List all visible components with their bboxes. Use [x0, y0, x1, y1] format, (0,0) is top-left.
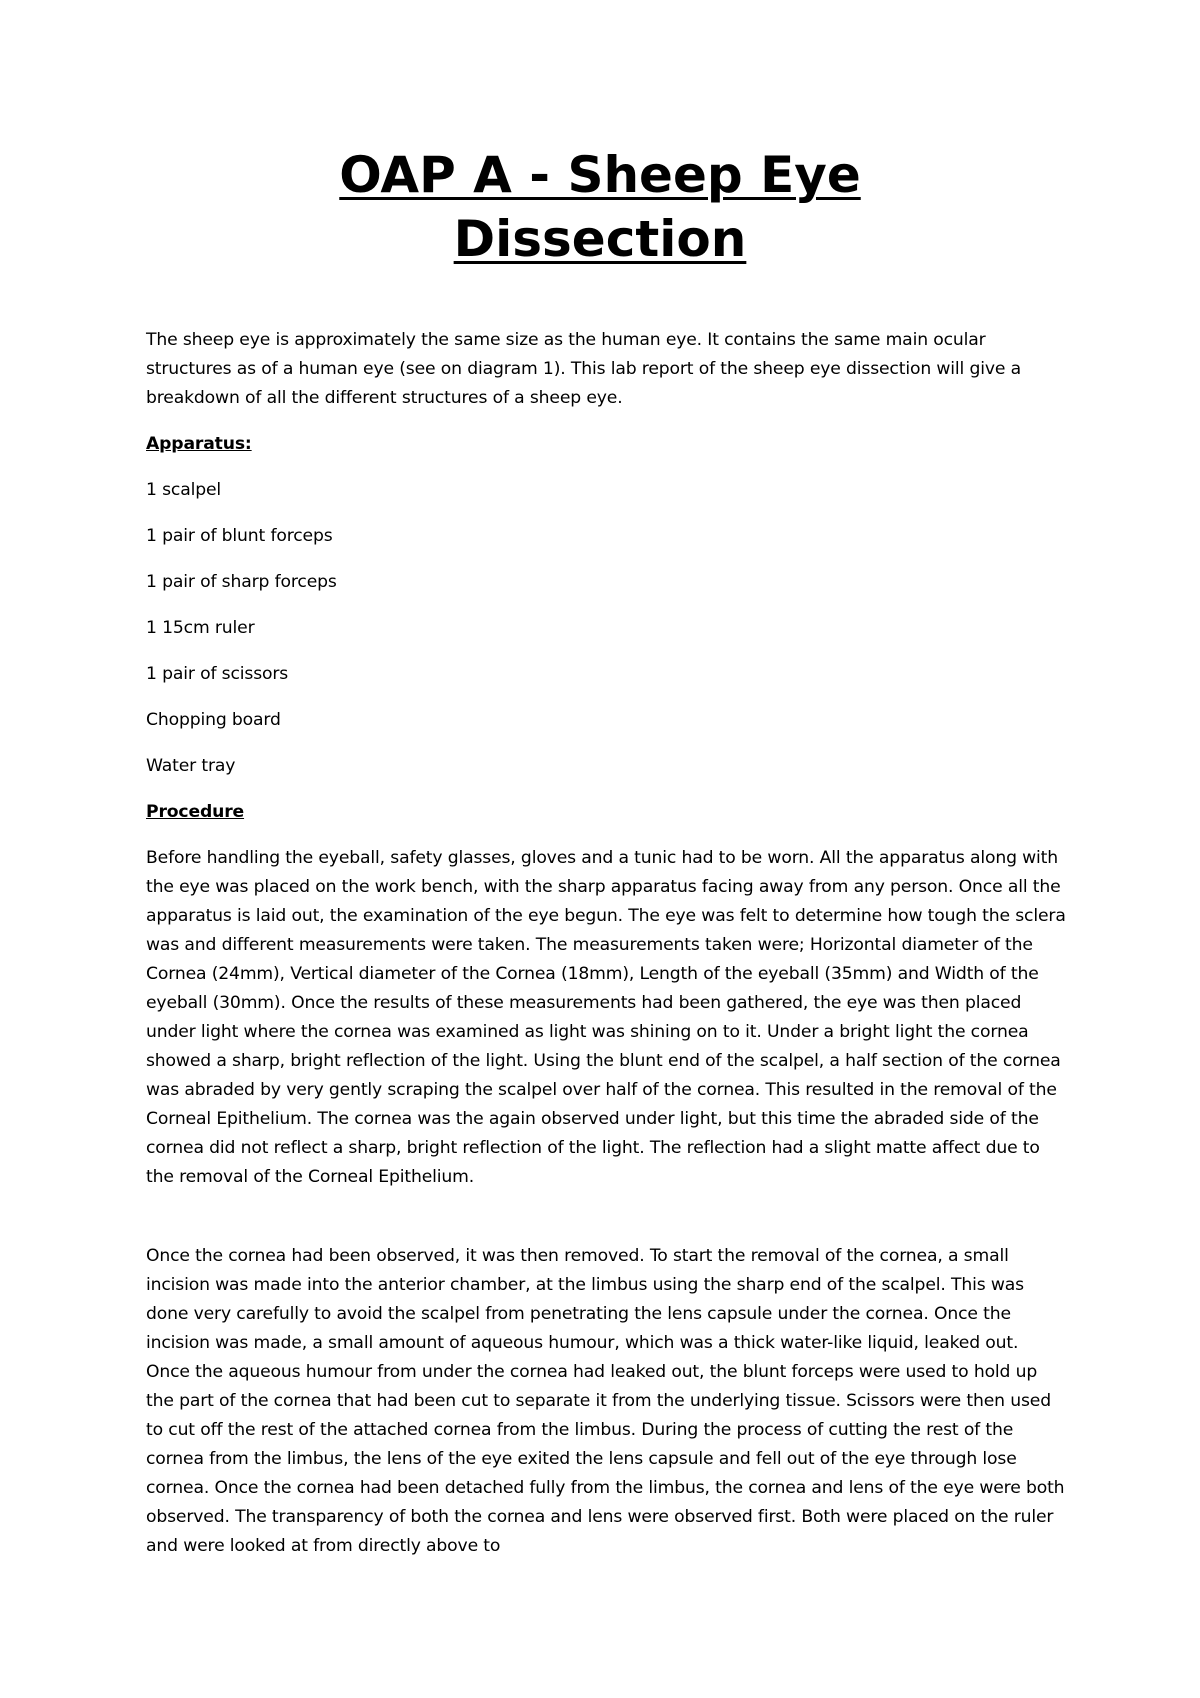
apparatus-item: 1 pair of scissors	[146, 664, 289, 684]
procedure-heading: Procedure	[146, 802, 245, 822]
apparatus-item: 1 scalpel	[146, 480, 222, 500]
procedure-paragraph-1: Before handling the eyeball, safety glasses, gloves and a tunic had to be worn. All the apparatus along with the eye was placed on the work bench, with the sharp apparatus facing away from any person. Once all the apparatus is laid out, the examination of the eye begun. The eye was felt to determine how tough the sclera was and different measurements were taken. The measurements taken were; Horizontal diameter of the Cornea (24mm), Vertical diameter of the Cornea (18mm), Length of the eyeball (35mm) and Width of the eyeball (30mm). Once the results of these measurements had been gathered, the eye was then placed under light where the cornea was examined as light was shining on to it. Under a bright light the cornea showed a sharp, bright reflection of the light. Using the blunt end of the scalpel, a half section of the cornea was abraded by very gently scraping the scalpel over half of the cornea. This resulted in the removal of the Corneal Epithelium. The cornea was the again observed under light, but this time the abraded side of the cornea did not reflect a sharp, bright reflection of the light. The reflection had a slight matte affect due to the removal of the Corneal Epithelium.	[146, 848, 1066, 1187]
apparatus-item: Chopping board	[146, 710, 281, 730]
intro-paragraph: The sheep eye is approximately the same size as the human eye. It contains the same main ocular structures as of a human eye (see on diagram 1). This lab report of the sheep eye dissection will give a breakdown of all the different structures of a sheep eye.	[146, 330, 1021, 408]
title-line-2: Dissection	[453, 210, 747, 268]
apparatus-item: 1 pair of sharp forceps	[146, 572, 337, 592]
apparatus-item: 1 pair of blunt forceps	[146, 526, 333, 546]
procedure-paragraph-2: Once the cornea had been observed, it was then removed. To start the removal of the cornea, a small incision was made into the anterior chamber, at the limbus using the sharp end of the scalpel. This was done very carefully to avoid the scalpel from penetrating the lens capsule under the cornea. Once the incision was made, a small amount of aqueous humour, which was a thick water-like liquid, leaked out. Once the aqueous humour from under the cornea had leaked out, the blunt forceps were used to hold up the part of the cornea that had been cut to separate it from the underlying tissue. Scissors were then used to cut off the rest of the attached cornea from the limbus. During the process of cutting the rest of the cornea from the limbus, the lens of the eye exited the lens capsule and fell out of the eye through lose cornea. Once the cornea had been detached fully from the limbus, the cornea and lens of the eye were both observed. The transparency of both the cornea and lens were observed first. Both were placed on the ruler and were looked at from directly above to	[146, 1246, 1065, 1556]
apparatus-heading: Apparatus:	[146, 434, 252, 454]
apparatus-item: Water tray	[146, 756, 236, 776]
page-title	[146, 143, 1054, 271]
apparatus-item: 1 15cm ruler	[146, 618, 255, 638]
title-line-1: OAP A - Sheep Eye	[339, 146, 861, 204]
